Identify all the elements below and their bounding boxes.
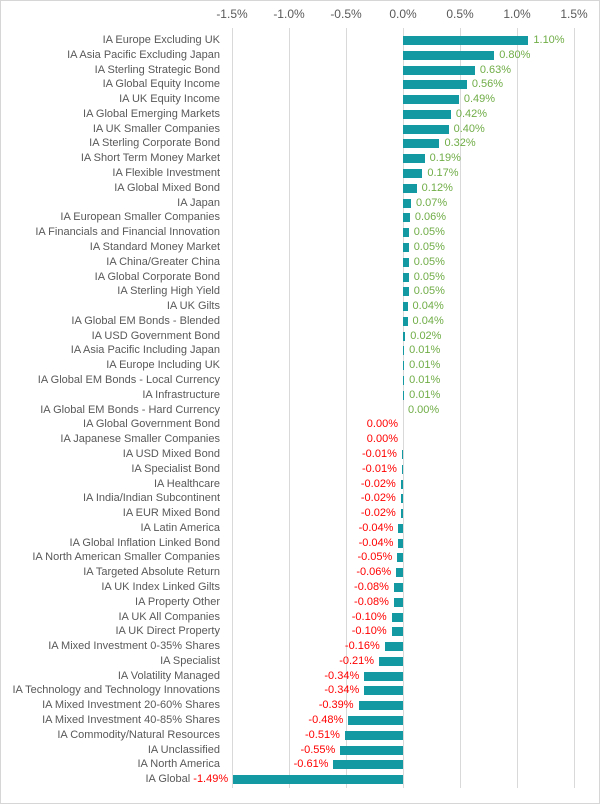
- category-label: IA Financials and Financial Innovation: [35, 226, 220, 239]
- bar: [403, 184, 417, 193]
- x-axis-tick-label: 0.0%: [389, 7, 417, 21]
- x-axis-tick-label: -1.0%: [273, 7, 305, 21]
- value-label: 0.05%: [413, 226, 445, 239]
- value-label: -0.21%: [339, 654, 375, 667]
- value-label: 0.01%: [409, 359, 441, 372]
- bar-row: [1, 210, 600, 225]
- value-label: 0.05%: [413, 270, 445, 283]
- value-label: -0.05%: [357, 551, 393, 564]
- bar: [394, 598, 403, 607]
- bar: [403, 36, 528, 45]
- bar: [403, 66, 475, 75]
- value-label: -0.08%: [354, 595, 389, 608]
- value-label: 0.56%: [471, 78, 504, 91]
- bar: [403, 169, 422, 178]
- category-label: IA Japanese Smaller Companies: [60, 433, 220, 446]
- bar-row: [1, 491, 600, 506]
- bar-row: [1, 284, 600, 299]
- value-label: 0.42%: [455, 107, 488, 120]
- category-label: IA Asia Pacific Including Japan: [70, 344, 220, 357]
- bar-row: [1, 550, 600, 565]
- bar: [401, 480, 403, 489]
- category-label: IA Infrastructure: [142, 388, 220, 401]
- category-label: IA Global Inflation Linked Bond: [69, 536, 220, 549]
- bar: [403, 317, 408, 326]
- bar-row: [1, 624, 600, 639]
- bar: [403, 302, 408, 311]
- bar-row: [1, 181, 600, 196]
- category-label: IA Short Term Money Market: [80, 152, 220, 165]
- value-label: -0.55%: [300, 743, 336, 756]
- value-label: 0.05%: [413, 285, 445, 298]
- bar: [333, 760, 403, 769]
- category-label: IA Global: [145, 773, 191, 786]
- bar-row: [1, 225, 600, 240]
- bar: [403, 243, 409, 252]
- category-label: IA UK Gilts: [166, 300, 220, 313]
- bar-row: [1, 240, 600, 255]
- bar-row: [1, 196, 600, 211]
- value-label: -0.04%: [358, 536, 394, 549]
- category-label: IA Sterling Strategic Bond: [94, 63, 220, 76]
- value-label: -0.04%: [358, 521, 394, 534]
- category-label: IA North America: [137, 758, 220, 771]
- category-label: IA Healthcare: [153, 477, 220, 490]
- bar-row: [1, 462, 600, 477]
- bar: [403, 258, 409, 267]
- value-label: -0.61%: [293, 758, 329, 771]
- x-axis-tick-label: 0.5%: [446, 7, 474, 21]
- bar: [359, 701, 403, 710]
- category-label: IA Specialist Bond: [131, 462, 220, 475]
- category-label: IA UK Equity Income: [119, 93, 220, 106]
- value-label: 0.00%: [408, 403, 440, 416]
- category-label: IA Technology and Technology Innovations: [12, 684, 220, 697]
- bar-row: [1, 772, 600, 787]
- value-label: -0.02%: [360, 477, 396, 490]
- bar: [403, 125, 449, 134]
- bar-row: [1, 580, 600, 595]
- bar: [403, 139, 439, 148]
- category-label: IA Sterling Corporate Bond: [89, 137, 220, 150]
- category-label: IA Global Mixed Bond: [114, 181, 220, 194]
- value-label: -0.06%: [356, 566, 392, 579]
- bar: [379, 657, 403, 666]
- bar-row: [1, 358, 600, 373]
- bar-row: [1, 33, 600, 48]
- value-label: 0.12%: [421, 181, 453, 194]
- bar-row: [1, 136, 600, 151]
- value-label: 0.01%: [409, 374, 441, 387]
- bar: [403, 346, 404, 355]
- value-label: 0.19%: [429, 152, 461, 165]
- bar-row: [1, 107, 600, 122]
- bar: [392, 613, 403, 622]
- bar-row: [1, 757, 600, 772]
- bar: [398, 539, 403, 548]
- category-label: IA Volatility Managed: [117, 669, 220, 682]
- category-label: IA Commodity/Natural Resources: [57, 728, 220, 741]
- x-axis-tick-label: -0.5%: [330, 7, 362, 21]
- category-label: IA European Smaller Companies: [60, 211, 220, 224]
- value-label: 0.32%: [444, 137, 476, 150]
- bar-row: [1, 432, 600, 447]
- bar: [348, 716, 403, 725]
- bar: [403, 332, 405, 341]
- category-label: IA Global Corporate Bond: [94, 270, 220, 283]
- bar: [403, 287, 409, 296]
- bar-row: [1, 610, 600, 625]
- bar-row: [1, 270, 600, 285]
- value-label: 0.17%: [427, 167, 459, 180]
- value-label: 0.04%: [412, 314, 444, 327]
- category-label: IA India/Indian Subcontinent: [83, 492, 220, 505]
- bar: [403, 95, 459, 104]
- bar-row: [1, 683, 600, 698]
- bar: [403, 376, 404, 385]
- bar: [340, 746, 403, 755]
- category-label: IA Europe Including UK: [106, 359, 220, 372]
- category-label: IA North American Smaller Companies: [32, 551, 220, 564]
- bar: [364, 672, 403, 681]
- value-label: 1.10%: [533, 34, 565, 46]
- bar-row: [1, 743, 600, 758]
- bar-row: [1, 447, 600, 462]
- bar: [402, 465, 403, 474]
- value-label: 0.00%: [366, 433, 398, 446]
- bar: [403, 361, 404, 370]
- bar: [233, 775, 403, 784]
- bar-row: [1, 92, 600, 107]
- bar: [403, 154, 425, 163]
- bar: [403, 228, 409, 237]
- value-label: 0.06%: [414, 211, 447, 224]
- bar-row: [1, 343, 600, 358]
- value-label: 0.05%: [413, 255, 445, 268]
- bar: [396, 568, 403, 577]
- value-label: -0.01%: [362, 462, 397, 475]
- value-label: 0.80%: [499, 48, 531, 61]
- value-label: 0.01%: [409, 388, 441, 401]
- bar: [403, 199, 411, 208]
- category-label: IA Japan: [177, 196, 220, 209]
- category-label: IA Mixed Investment 0-35% Shares: [48, 640, 220, 653]
- bar-row: [1, 698, 600, 713]
- bar: [403, 51, 494, 60]
- value-label: -0.02%: [360, 492, 396, 505]
- value-label: -0.10%: [351, 625, 387, 638]
- bar: [385, 642, 403, 651]
- bar-row: [1, 48, 600, 63]
- category-label: IA UK Smaller Companies: [92, 122, 220, 135]
- bar-row: [1, 521, 600, 536]
- bar: [392, 627, 403, 636]
- bar: [401, 509, 403, 518]
- category-label: IA Targeted Absolute Return: [83, 566, 220, 579]
- category-label: IA UK All Companies: [118, 610, 220, 623]
- bar-row: [1, 669, 600, 684]
- bar-row: [1, 329, 600, 344]
- bar: [398, 524, 403, 533]
- category-label: IA Asia Pacific Excluding Japan: [67, 48, 220, 61]
- bar: [403, 273, 409, 282]
- value-label: 0.00%: [366, 418, 398, 431]
- bar-row: [1, 536, 600, 551]
- category-label: IA Global EM Bonds - Local Currency: [37, 374, 220, 387]
- category-label: IA Unclassified: [147, 743, 220, 756]
- category-label: IA Standard Money Market: [89, 240, 220, 253]
- value-label: -0.48%: [308, 714, 344, 727]
- category-label: IA Global Emerging Markets: [83, 107, 220, 120]
- category-label: IA Sterling High Yield: [117, 285, 220, 298]
- category-label: IA Global Government Bond: [83, 418, 220, 431]
- value-label: 0.63%: [479, 63, 512, 76]
- value-label: -0.02%: [360, 507, 396, 520]
- bar: [397, 553, 403, 562]
- bar-row: [1, 477, 600, 492]
- bar: [401, 494, 403, 503]
- bar-row: [1, 713, 600, 728]
- bar: [403, 80, 467, 89]
- value-label: 0.05%: [413, 240, 445, 253]
- category-label: IA EUR Mixed Bond: [122, 507, 220, 520]
- x-axis-tick-label: 1.5%: [560, 7, 588, 21]
- category-label: IA USD Mixed Bond: [122, 447, 220, 460]
- bar-row: [1, 417, 600, 432]
- bar-row: [1, 314, 600, 329]
- value-label: -0.34%: [324, 669, 360, 682]
- bar-row: [1, 299, 600, 314]
- bar-row: [1, 565, 600, 580]
- category-label: IA Property Other: [135, 595, 220, 608]
- value-label: -1.49%: [193, 773, 229, 786]
- bar-row: [1, 63, 600, 78]
- value-label: -0.39%: [318, 699, 354, 712]
- bar-row: [1, 373, 600, 388]
- category-label: IA Europe Excluding UK: [102, 34, 220, 46]
- bar: [403, 213, 410, 222]
- category-label: IA Global EM Bonds - Blended: [71, 314, 220, 327]
- bar-row: [1, 151, 600, 166]
- bar-row: [1, 166, 600, 181]
- bar: [403, 391, 404, 400]
- bar-row: [1, 595, 600, 610]
- bar-row: [1, 728, 600, 743]
- value-label: 0.01%: [409, 344, 441, 357]
- category-label: IA USD Government Bond: [91, 329, 220, 342]
- bar: [345, 731, 403, 740]
- value-label: 0.49%: [463, 93, 496, 106]
- value-label: -0.16%: [344, 640, 380, 653]
- x-axis-tick-label: -1.5%: [216, 7, 248, 21]
- bar: [364, 686, 403, 695]
- value-label: -0.34%: [324, 684, 360, 697]
- value-label: 0.40%: [453, 122, 485, 135]
- bar-row: [1, 403, 600, 418]
- category-label: IA UK Index Linked Gilts: [101, 581, 220, 593]
- category-label: IA Specialist: [160, 654, 220, 667]
- bar-row: [1, 506, 600, 521]
- category-label: IA Latin America: [140, 521, 220, 534]
- bar: [394, 583, 403, 592]
- bar-row: [1, 639, 600, 654]
- category-label: IA China/Greater China: [106, 255, 220, 268]
- x-axis-tick-label: 1.0%: [503, 7, 531, 21]
- value-label: -0.10%: [351, 610, 387, 623]
- value-label: -0.51%: [305, 728, 340, 741]
- category-label: IA Flexible Investment: [112, 167, 220, 180]
- bar-row: [1, 388, 600, 403]
- bar: [403, 110, 451, 119]
- bar-row: [1, 654, 600, 669]
- bar: [402, 450, 403, 459]
- value-label: -0.08%: [354, 581, 389, 593]
- category-label: IA UK Direct Property: [115, 625, 220, 638]
- category-label: IA Mixed Investment 20-60% Shares: [42, 699, 220, 712]
- value-label: -0.01%: [362, 447, 397, 460]
- bar-row: [1, 122, 600, 137]
- value-label: 0.04%: [412, 300, 444, 313]
- bar-row: [1, 77, 600, 92]
- value-label: 0.02%: [410, 329, 442, 342]
- category-label: IA Global EM Bonds - Hard Currency: [40, 403, 220, 416]
- bar-row: [1, 255, 600, 270]
- category-label: IA Global Equity Income: [102, 78, 220, 91]
- category-label: IA Mixed Investment 40-85% Shares: [42, 714, 220, 727]
- value-label: 0.07%: [415, 196, 448, 209]
